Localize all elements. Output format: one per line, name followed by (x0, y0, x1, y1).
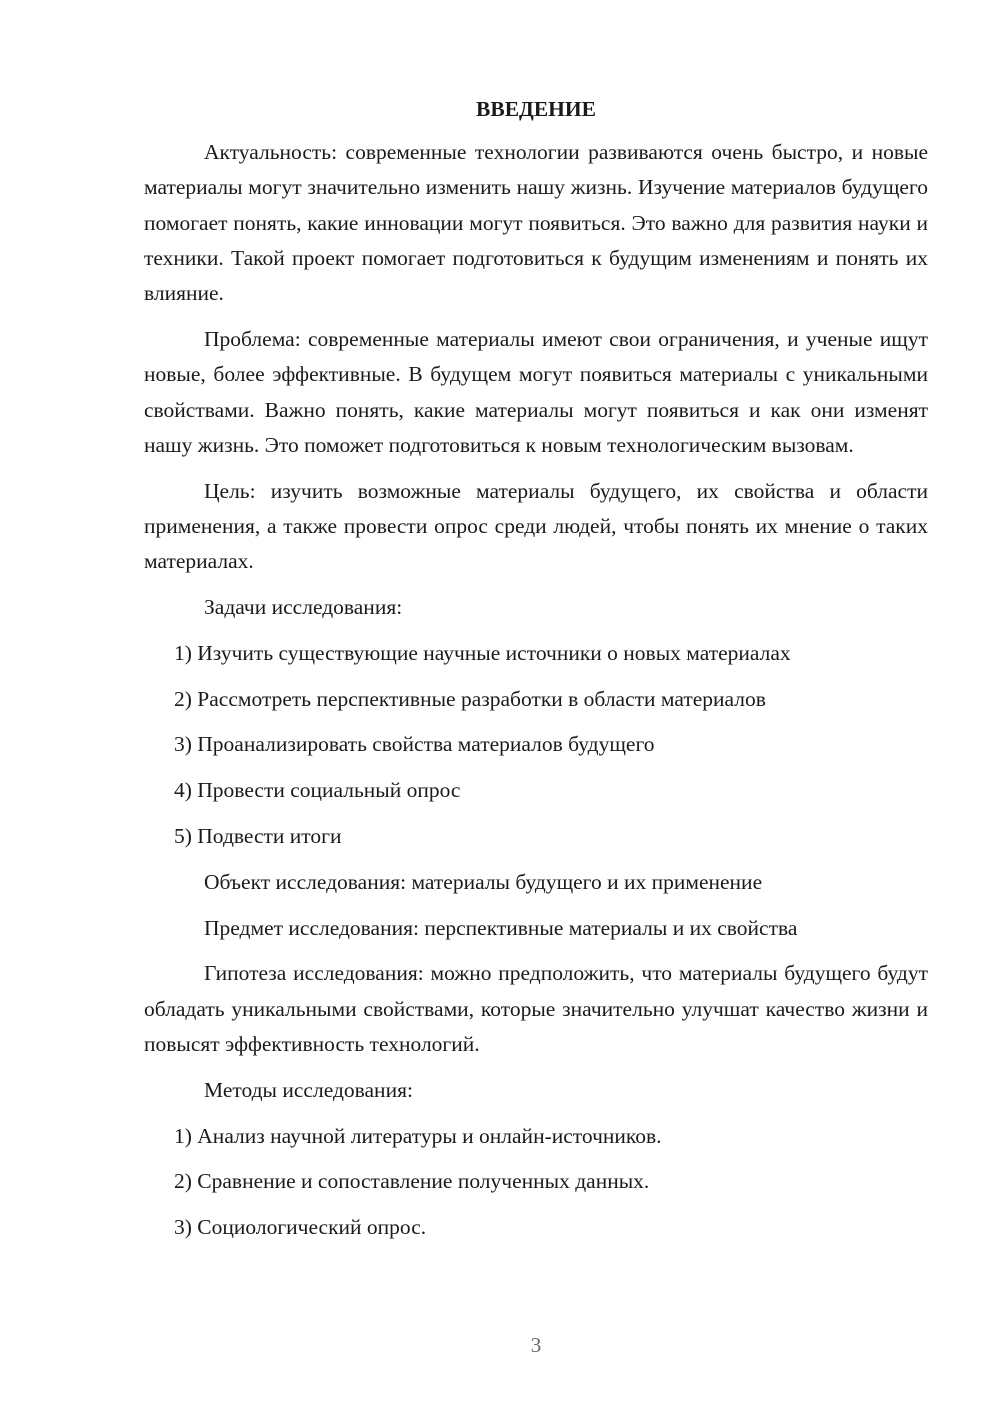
tasks-list (144, 636, 928, 854)
list-item: 3) Социологический опрос. (174, 1215, 427, 1240)
page-number: 3 (530, 1333, 542, 1357)
list-item: 4) Провести социальный опрос (174, 778, 461, 803)
relevance-paragraph: Актуальность: современные технологии развиваются очень быстро, и новые материалы могут значительно изменить нашу жизнь. Изучение материалов будущего помогает понять, какие инновации могут появиться. Это важно для развития науки и техники. Такой проект помогает подготовиться к будущим изменениям и понять их влияние. (144, 140, 928, 306)
methods-list (144, 1119, 928, 1246)
document-page (144, 92, 928, 1256)
hypothesis-paragraph: Гипотеза исследования: можно предположить, что материалы будущего будут обладать уникальными свойствами, которые значительно улучшат качество жизни и повысят эффективность технологий. (144, 961, 928, 1057)
research-object: Объект исследования: материалы будущего и их применение (204, 869, 763, 894)
methods-heading: Методы исследования: (204, 1077, 413, 1102)
list-item: 1) Изучить существующие научные источники о новых материалах (174, 640, 791, 665)
list-item: 1) Анализ научной литературы и онлайн-источников. (174, 1123, 662, 1148)
tasks-heading: Задачи исследования: (204, 595, 403, 620)
list-item: 2) Рассмотреть перспективные разработки в области материалов (174, 686, 766, 711)
list-item: 5) Подвести итоги (174, 824, 342, 849)
page-title: ВВЕДЕНИЕ (476, 97, 596, 121)
problem-paragraph: Проблема: современные материалы имеют свои ограничения, и ученые ищут новые, более эффективные. В будущем могут появиться материалы с уникальными свойствами. Важно понять, какие материалы могут появиться и как они изменят нашу жизнь. Это поможет подготовиться к новым технологическим вызовам. (144, 326, 928, 457)
list-item: 2) Сравнение и сопоставление полученных данных. (174, 1169, 650, 1194)
research-subject: Предмет исследования: перспективные материалы и их свойства (204, 915, 798, 940)
goal-paragraph: Цель: изучить возможные материалы будущего, их свойства и области применения, а также провести опрос среди людей, чтобы понять их мнение о таких материалах. (144, 478, 928, 574)
list-item: 3) Проанализировать свойства материалов будущего (174, 732, 655, 757)
